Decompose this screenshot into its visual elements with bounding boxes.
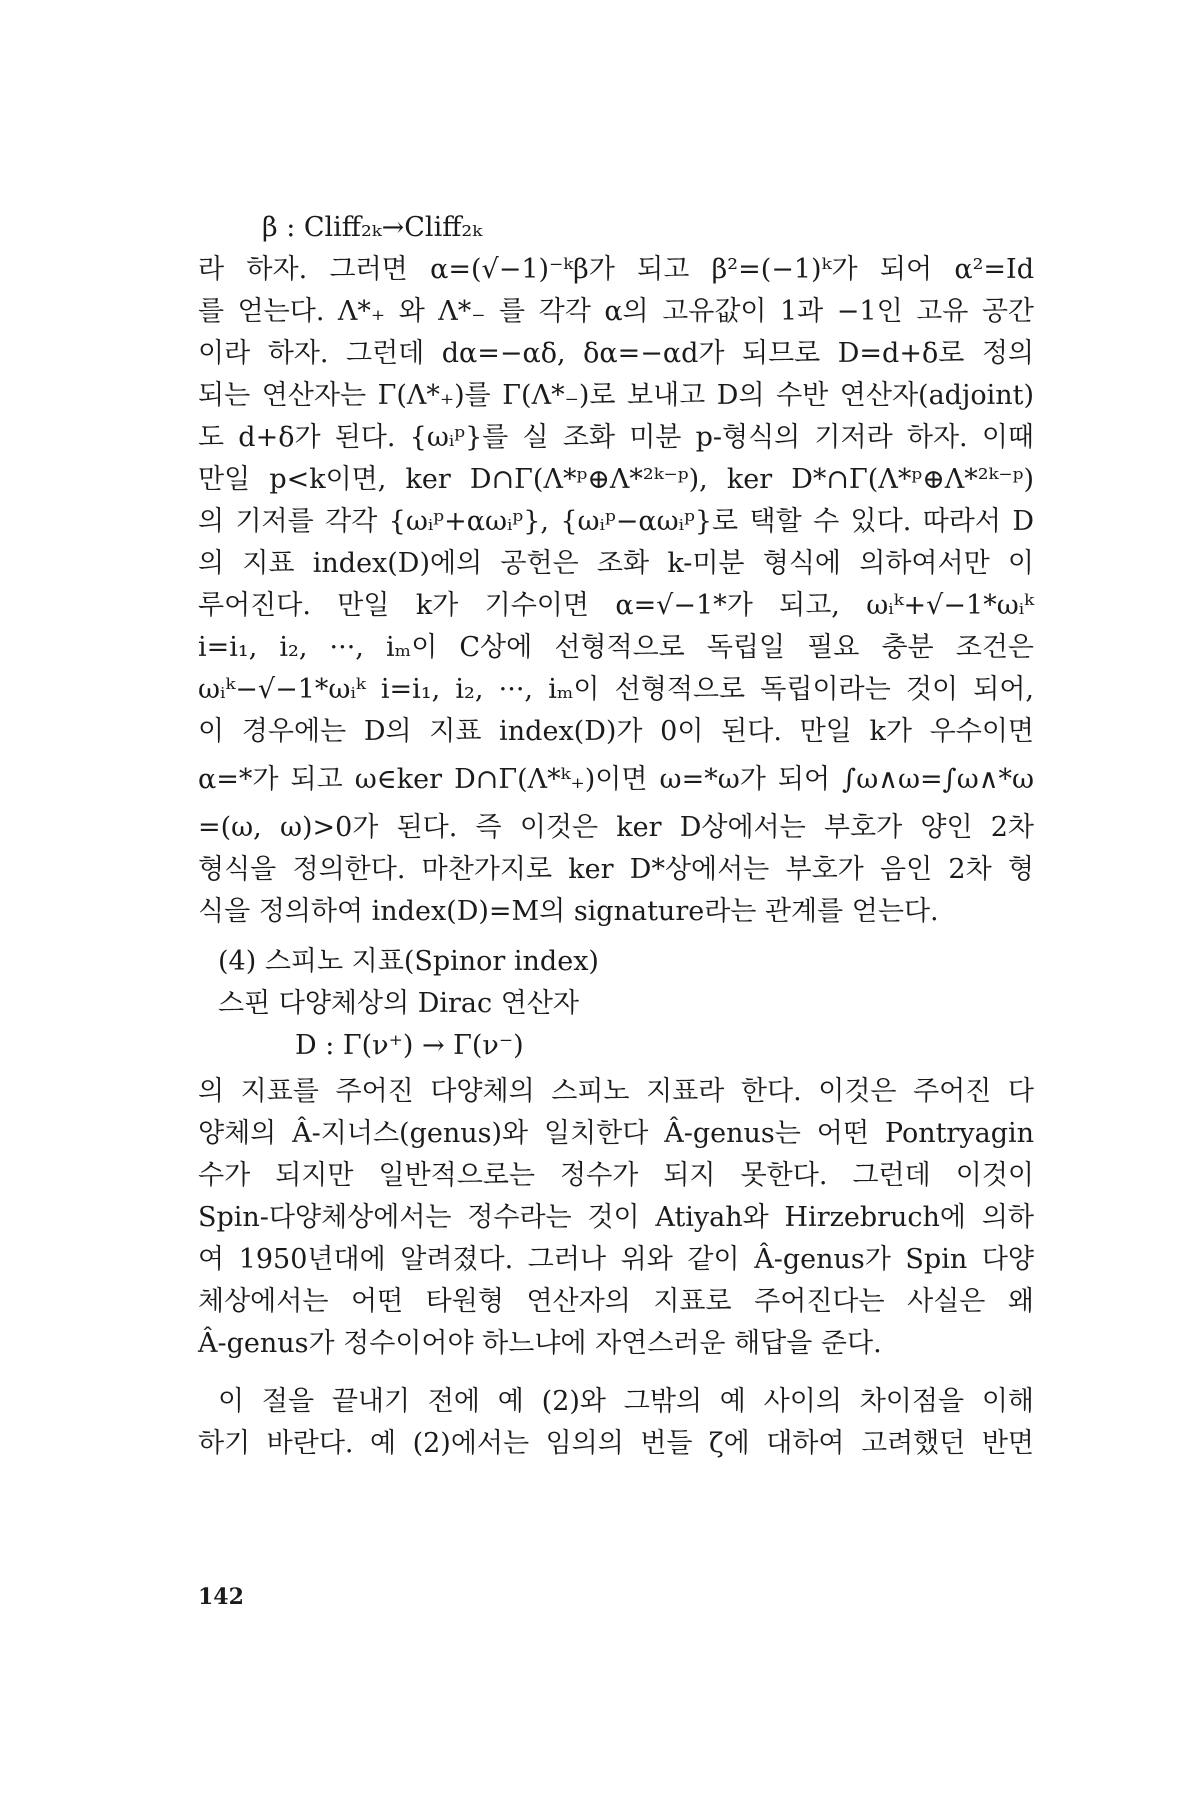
text-line: Â-genus가 정수이어야 하느냐에 자연스러운 해답을 준다.	[198, 1328, 882, 1359]
text-line: 라 하자. 그러면 α=(√−1)⁻ᵏβ가 되고 β²=(−1)ᵏ가 되어 α²=Id	[198, 254, 1034, 285]
text-line: 이 경우에는 D의 지표 index(D)가 0이 된다. 만일 k가 우수이면	[198, 716, 1034, 747]
text-line: 하기 바란다. 예 (2)에서는 임의의 번들 ζ에 대하여 고려했던 반면	[198, 1428, 1034, 1459]
page-number: 142	[198, 1584, 244, 1610]
text-line: 식을 정의하여 index(D)=M의 signature라는 관계를 얻는다.	[198, 896, 939, 927]
text-line: 여 1950년대에 알려졌다. 그러나 위와 같이 Â-genus가 Spin 다양	[198, 1244, 1034, 1275]
text-line: 만일 p<k이면, ker D∩Γ(Λ*ᵖ⊕Λ*²ᵏ⁻ᵖ), ker D*∩Γ(Λ*ᵖ⊕Λ*²ᵏ⁻ᵖ)	[198, 464, 1034, 495]
text-line: 를 얻는다. Λ*₊ 와 Λ*₋ 를 각각 α의 고유값이 1과 −1인 고유 공간	[198, 296, 1034, 327]
text-line: 이라 하자. 그런데 dα=−αδ, δα=−αd가 되므로 D=d+δ로 정의	[198, 338, 1034, 369]
text-line: 스핀 다양체상의 Dirac 연산자	[218, 988, 579, 1019]
text-line: i=i₁, i₂, ···, iₘ이 C상에 선형적으로 독립일 필요 충분 조건은	[198, 632, 1034, 663]
formula-dirac: D : Γ(ν⁺) → Γ(ν⁻)	[295, 1030, 524, 1061]
text-line: 루어진다. 만일 k가 기수이면 α=√−1*가 되고, ωᵢᵏ+√−1*ωᵢᵏ	[198, 590, 1034, 621]
text-line: 이 절을 끝내기 전에 예 (2)와 그밖의 예 사이의 차이점을 이해	[218, 1386, 1034, 1417]
text-line: 되는 연산자는 Γ(Λ*₊)를 Γ(Λ*₋)로 보내고 D의 수반 연산자(adjoint)	[198, 380, 1034, 411]
section-heading: (4) 스피노 지표(Spinor index)	[218, 946, 599, 977]
text-line: Spin-다양체상에서는 정수라는 것이 Atiyah와 Hirzebruch에 의하	[198, 1202, 1034, 1233]
text-line: 의 기저를 각각 {ωᵢᵖ+αωᵢᵖ}, {ωᵢᵖ−αωᵢᵖ}로 택할 수 있다. 따라서 D	[198, 506, 1034, 537]
text-line: 체상에서는 어떤 타원형 연산자의 지표로 주어진다는 사실은 왜	[198, 1286, 1034, 1317]
text-line: ωᵢᵏ−√−1*ωᵢᵏ i=i₁, i₂, ···, iₘ이 선형적으로 독립이라는 것이 되어,	[198, 674, 1034, 705]
text-line: α=*가 되고 ω∈ker D∩Γ(Λ*ᵏ₊)이면 ω=*ω가 되어 ∫ω∧ω=∫ω∧*ω	[198, 764, 1034, 795]
text-line: 양체의 Â-지너스(genus)와 일치한다 Â-genus는 어떤 Pontryagin	[198, 1118, 1034, 1149]
text-line: 형식을 정의한다. 마찬가지로 ker D*상에서는 부호가 음인 2차 형	[198, 854, 1034, 885]
text-line: 의 지표 index(D)에의 공헌은 조화 k-미분 형식에 의하여서만 이	[198, 548, 1034, 579]
formula-beta: β : Cliff₂ₖ→Cliff₂ₖ	[262, 212, 483, 243]
text-line: 의 지표를 주어진 다양체의 스피노 지표라 한다. 이것은 주어진 다	[198, 1076, 1034, 1107]
text-line: =(ω, ω)>0가 된다. 즉 이것은 ker D상에서는 부호가 양인 2차	[198, 812, 1034, 843]
text-line: 수가 되지만 일반적으로는 정수가 되지 못한다. 그런데 이것이	[198, 1160, 1034, 1191]
text-line: 도 d+δ가 된다. {ωᵢᵖ}를 실 조화 미분 p-형식의 기저라 하자. 이때	[198, 422, 1034, 453]
